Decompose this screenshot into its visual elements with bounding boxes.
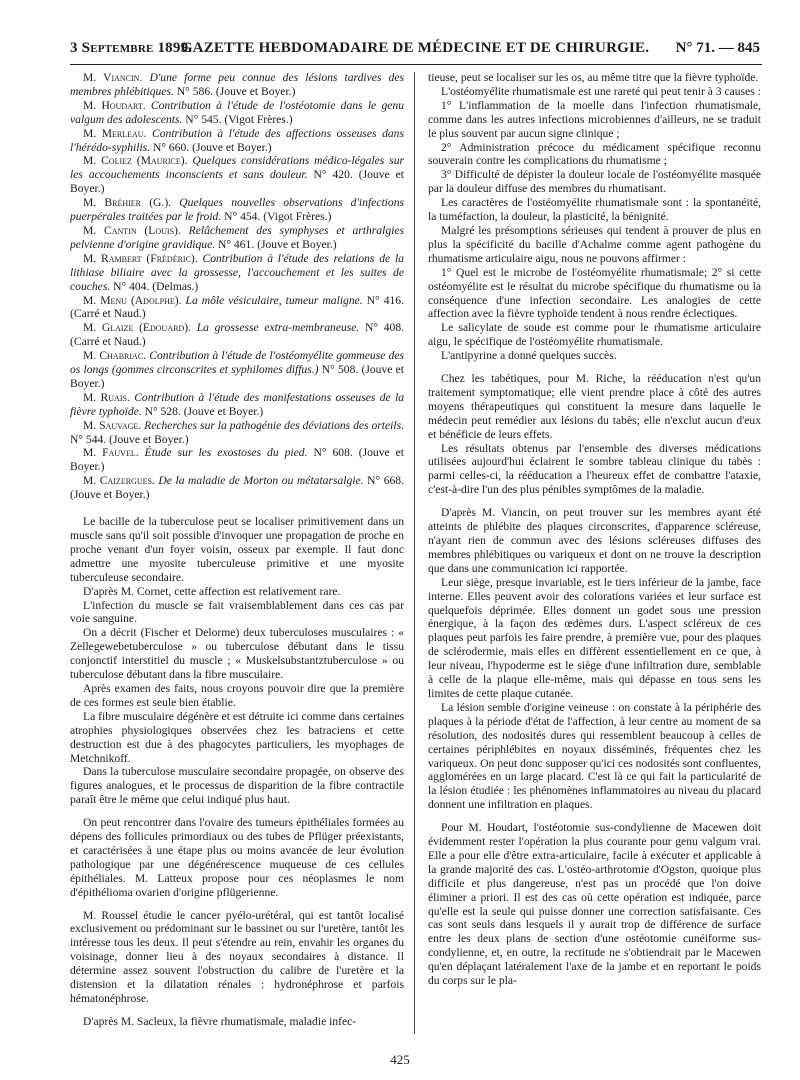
thesis-entry: M. Ruais. Contribution à l'étude des manifestations osseuses de la fièvre typhoïde. N° 528. (Jouve et Boyer.) bbox=[70, 390, 404, 418]
paragraph: tieuse, peut se localiser sur les os, au même titre que la fièvre typhoïde. bbox=[428, 71, 759, 84]
page-folio: 425 bbox=[390, 1052, 410, 1067]
paragraph: Les caractères de l'ostéomyélite rhumatismale sont : la spontanéité, la tuméfaction, la douleur, la plasticité, la bénignité. bbox=[428, 196, 761, 224]
paragraph: Après examen des faits, nous croyons pouvoir dire que la première de ces formes est seule bien établie. bbox=[70, 681, 404, 709]
thesis-entry: M. Caizergues. De la maladie de Morton ou métatarsalgie. N° 668. (Jouve et Boyer.) bbox=[70, 474, 404, 502]
section-sacleux-start: D'après M. Sacleux, la fièvre rhumatismale, maladie infec- bbox=[83, 1014, 357, 1028]
paragraph: Le salicylate de soude est comme pour le rhumatisme articulaire aigu, le spécifique de l'ostéomyélite rhumatismale. bbox=[428, 321, 761, 349]
issue-number: N° 71. — 845 bbox=[675, 40, 760, 56]
thesis-entry: M. Coliez (Maurice). Quelques considérations médico-légales sur les accouchements inconscients et sans douleur. N° 420. (Jouve et Boyer.) bbox=[70, 154, 404, 196]
journal-title: GAZETTE HEBDOMADAIRE DE MÉDECINE ET DE CHIRURGIE. bbox=[180, 40, 650, 56]
thesis-entry: M. Bréhier (G.). Quelques nouvelles observations d'infections puerpérales traitées par le froid. N° 454. (Vigot Frères.) bbox=[70, 196, 404, 224]
right-column bbox=[428, 71, 761, 1031]
paragraph: 1° L'inflammation de la moelle dans l'infection rhumatismale, comme dans les autres infections microbiennes d'ailleurs, ne se traduit le plus souvent par aucun signe clinique ; bbox=[428, 98, 761, 140]
thesis-entry: M. Glaize (Edouard). La grossesse extra-membraneuse. N° 408. (Carré et Naud.) bbox=[70, 321, 404, 349]
paragraph: Leur siège, presque invariable, est le tiers inférieur de la jambe, face interne. Elles peuvent avoir des colorations variées et leur surface est quelquefois déprimée. Elles donnent un godet sous une pression énergique, à la façon des œdèmes durs. L'aspect scléreux de ces plaques peut parfois les faire prendre, à première vue, pour des plaques de sclérodermie, mais elles en diffèrent essentiellement en ce que, à leur niveau, l'hypoderme est le siège d'une infiltration dure, semblable à celle de la plaque elle-même, mais qui dépasse en tous sens les limites de cette plaque cutanée. bbox=[428, 575, 761, 700]
section-viancin bbox=[428, 506, 761, 812]
section-houdart: Pour M. Houdart, l'ostéotomie sus-condylienne de Macewen doit évidemment rester l'opération la plus courante pour genu valgum vrai. Elle a pour elle d'être extra-articulaire, facile à exécuter et applicable à la grande majorité des cas. L'ostéo-arthrotomie d'Ogston, quoique plus difficile et plus dangereuse, n'est pas un procédé que l'on doive éliminer a priori. Il est des cas où cette opération est indiquée, parce qu'elle est la seule qui puisse donner une correction satisfaisante. Ces cas sont seuls dans lesquels il y aurait trop de différence de surface entre les deux plans de section d'une ostéotomie cunéiforme sus-condylienne, et, en outre, la rectitude ne s'obtiendrait par le Macewen qu'en déplaçant latéralement l'axe de la jambe et en reportant le poids du corps sur le pla- bbox=[428, 821, 761, 988]
section-tuberculose bbox=[70, 515, 404, 807]
paragraph: On a décrit (Fischer et Delorme) deux tuberculoses musculaires : « Zellegewebetuberculose » ou tuberculose débutant dans le tissu conjonctif interstitiel du muscle ; « Muskelsubstantztuberculose » ou tuberculose débutant dans la fibre musculaire. bbox=[70, 626, 404, 682]
section-rhumatisme bbox=[428, 71, 761, 363]
paragraph: 3° Difficulté de dépister la douleur locale de l'ostéomyélite masquée par la douleur diffuse des membres du rhumatisant. bbox=[428, 168, 761, 196]
paragraph: L'antipyrine a donné quelques succès. bbox=[441, 349, 617, 363]
paragraph: D'après M. Cornet, cette affection est relativement rare. bbox=[83, 584, 341, 598]
section-ovaire: On peut rencontrer dans l'ovaire des tumeurs épithéliales formées au dépens des follicules primordiaux ou des tubes de Pflüger préexistants, et caractérisées à une étape plus ou moins avancée de leur évolution pathologique par une dégénérescence muqueuse de ces cellules épithéliales. M. Latteux propose pour ces néoplasmes le nom d'épithélioma ovarien d'origine pflügerienne. bbox=[70, 816, 404, 899]
thesis-entry: M. Houdart. Contribution à l'étude de l'ostéotomie dans le genu valgum des adolescents. N° 545. (Vigot Frères.) bbox=[70, 98, 404, 126]
paragraph: Chez les tabétiques, pour M. Riche, la rééducation n'est qu'un traitement symptomatique; elle vient prendre place à côté des autres moyens thérapeutiques qui constituent la mesure dans laquelle le médecin peut remédier aux lésions du tabès; elle n'exclut aucun d'eux et bénéficie de leurs effets. bbox=[428, 372, 761, 441]
thesis-entry: M. Viancin. D'une forme peu connue des lésions tardives des membres phlébitiques. N° 586. (Jouve et Boyer.) bbox=[70, 71, 404, 98]
paragraph: L'infection du muscle se fait vraisemblablement dans ces cas par voie sanguine. bbox=[70, 598, 404, 626]
section-tabetiques bbox=[428, 372, 761, 497]
thesis-entry: M. Menu (Adolphe). La môle vésiculaire, tumeur maligne. N° 416. (Carré et Naud.) bbox=[70, 293, 404, 321]
header-rule bbox=[70, 64, 762, 65]
running-header bbox=[70, 40, 760, 62]
paragraph: Les résultats obtenus par l'ensemble des diverses médications utilisées aujourd'hui éclairent le sombre tableau clinique du tabès : parmi celles-ci, la rééducation a l'heureux effet de combattre l'ataxie, c'est-à-dire l'un des plus pénibles symptômes de la maladie. bbox=[428, 441, 761, 497]
thesis-entry: M. Merleau. Contribution à l'étude des affections osseuses dans l'hérédo-syphilis. N° 660. (Jouve et Boyer.) bbox=[70, 126, 404, 154]
paragraph: 1° Quel est le microbe de l'ostéomyélite rhumatismale; 2° si cette ostéomyélite est le résultat du microbe spécifique du rhumatisme ou la conséquence d'une infection secondaire. Les analogies de cette affection avec la fièvre typhoïde tendent à nous rendre éclectiques. bbox=[428, 265, 761, 321]
issue-date: 3 Septembre 1899. bbox=[70, 40, 193, 56]
thesis-entry: M. Rambert (Frédéric). Contribution à l'étude des relations de la lithiase biliaire avec la grossesse, l'accouchement et les suites de couches. N° 404. (Delmas.) bbox=[70, 251, 404, 293]
paragraph: Le bacille de la tuberculose peut se localiser primitivement dans un muscle sans qu'il soit possible d'invoquer une propagation de proche en proche venant d'un foyer voisin, osseux par exemple. Il faut donc admettre une myosite tuberculeuse primitive et une myosite tuberculeuse secondaire. bbox=[70, 515, 404, 584]
thesis-list bbox=[70, 71, 404, 502]
paragraph: La fibre musculaire dégénère et est détruite ici comme dans certaines atrophies physiologiques observées chez les batraciens et cette destruction est due à des phagocytes particuliers, les myophages de Metchnikoff. bbox=[70, 709, 404, 765]
thesis-entry: M. Fauvel. Étude sur les exostoses du pied. N° 608. (Jouve et Boyer.) bbox=[70, 446, 404, 474]
section-roussel: M. Roussel étudie le cancer pyélo-urétéral, qui est tantôt localisé exclusivement ou prédominant sur le bassinet ou sur l'uretère, tantôt les intéresse tous les deux. Il peut s'étendre au rein, envahir les organes du voisinage, donner lieu à des noyaux secondaires à distance. Il détermine assez souvent l'obstruction du calibre de l'uretère et la distension et la dilatation rénales : hydronéphrose et parfois hématonéphrose. bbox=[70, 908, 404, 1005]
paragraph: La lésion semble d'origine veineuse : on constate à la périphérie des plaques à la période d'état de l'affection, à leur centre au moment de sa résolution, des nodosités dures qui ressemblent beaucoup à celles de certaines périphlébites en noyaux disséminés, fréquentes chez les variqueux. On peut donc supposer qu'ici ces nodosités sont confluentes, agglomérées en un large placard. C'est là ce qui fait la particularité de la lésion étudiée : les phénomènes inflammatoires au niveau du placard donnent une infiltration en plaques. bbox=[428, 700, 761, 812]
column-divider bbox=[414, 72, 415, 1034]
paragraph: Dans la tuberculose musculaire secondaire propagée, on observe des figures analogues, et le processus de disparition de la fibre contractile paraît être le même que celui indiqué plus haut. bbox=[70, 765, 404, 807]
thesis-entry: M. Chabriac. Contribution à l'étude de l'ostéomyélite gommeuse des os longs (gommes circonscrites et syphilomes diffus.) N° 508. (Jouve et Boyer.) bbox=[70, 349, 404, 390]
paragraph: L'ostéomyélite rhumatismale est une rareté qui peut tenir à 3 causes : bbox=[441, 84, 761, 98]
paragraph: 2° Administration précoce du médicament spécifique reconnu souverain contre les complications du rhumatisme ; bbox=[428, 140, 761, 168]
paragraph: D'après M. Viancin, on peut trouver sur les membres ayant été atteints de phlébite des plaques circonscrites, d'apparence scléreuse, n'ayant rien de commun avec des lésions scléreuses diffuses des membres phlébitiques ou variqueux et dont on ne trouve la description que dans une communication ici rapportée. bbox=[428, 506, 761, 575]
thesis-entry: M. Cantin (Louis). Relâchement des symphyses et arthralgies pelvienne d'origine gravidique. N° 461. (Jouve et Boyer.) bbox=[70, 223, 404, 251]
paragraph: Malgré les présomptions sérieuses qui tendent à prouver de plus en plus la spécificité du bacille d'Achalme comme agent pathogène du rhumatisme articulaire aigu, nous ne pouvons affirmer : bbox=[428, 223, 761, 265]
left-column bbox=[70, 71, 404, 1031]
thesis-entry: M. Sauvage. Recherches sur la pathogénie des déviations des orteils. N° 544. (Jouve et Boyer.) bbox=[70, 418, 404, 446]
